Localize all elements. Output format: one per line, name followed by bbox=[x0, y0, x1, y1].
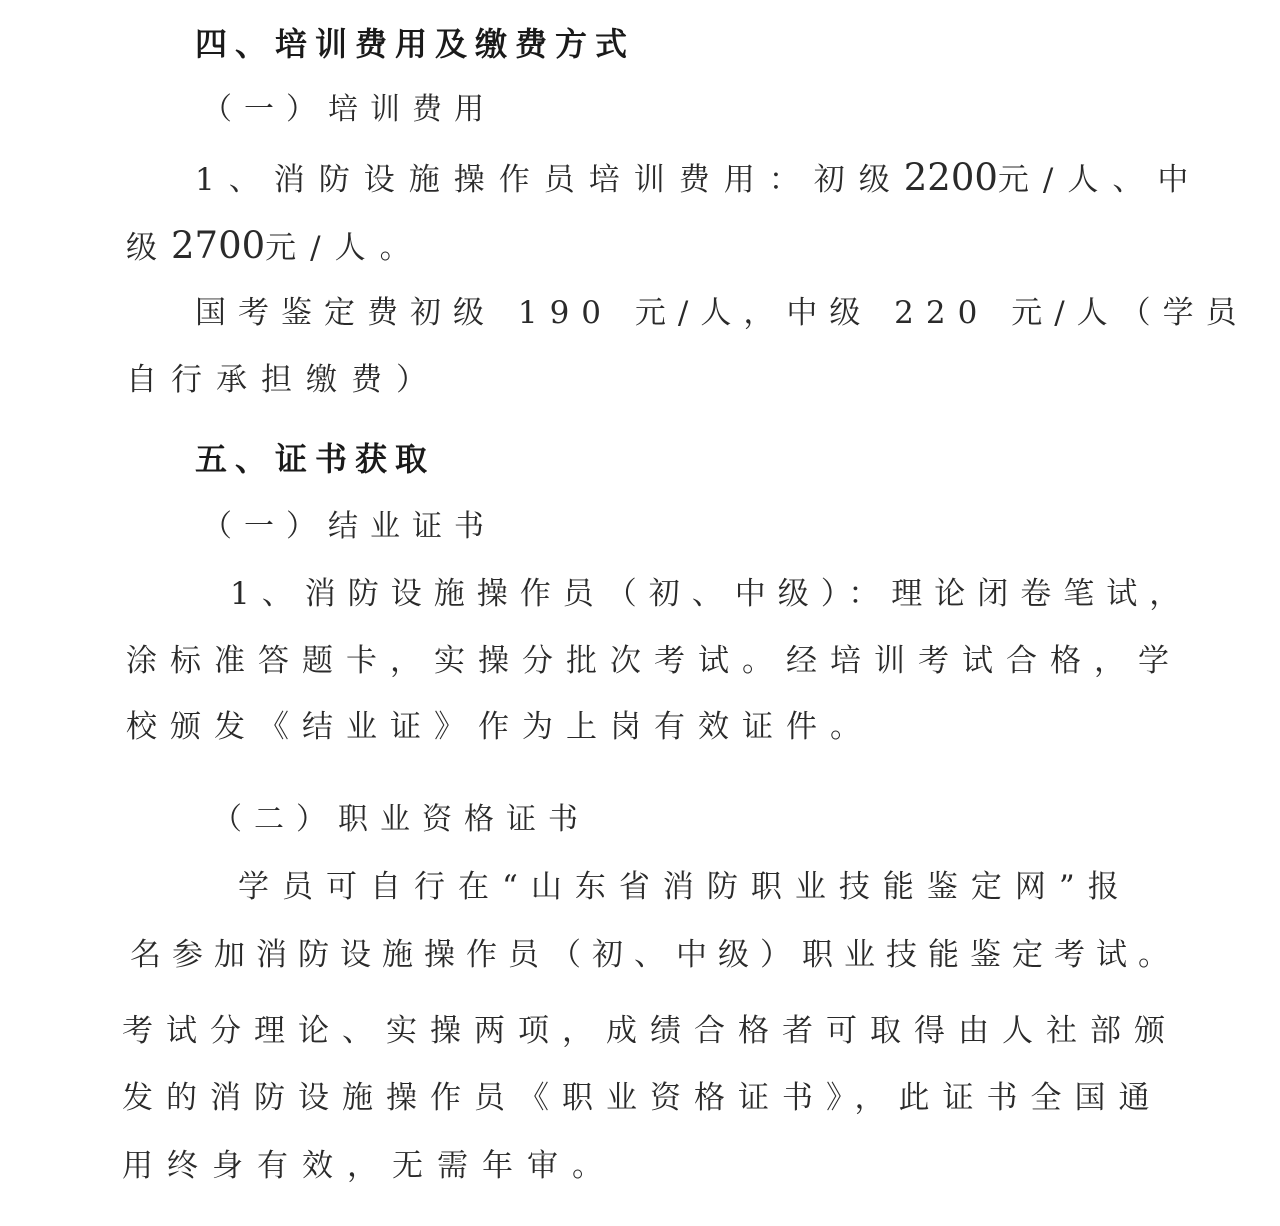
section-5-subheading-completion-certificate: （一）结业证书 bbox=[202, 509, 496, 544]
completion-paragraph-line-1: 1、消防设施操作员（初、中级）：理论闭卷笔试， bbox=[230, 576, 1193, 612]
qualification-paragraph-line-2: 名参加消防设施操作员（初、中级）职业技能鉴定考试。 bbox=[130, 937, 1180, 973]
qualification-paragraph-line-1: 学员可自行在“山东省消防职业技能鉴定网”报 bbox=[238, 869, 1132, 905]
fee-primary-price: 2200 bbox=[903, 156, 998, 199]
fee-text-end: 元/人。 bbox=[265, 230, 425, 266]
fee-paragraph-line-2 bbox=[126, 226, 425, 268]
fee-intermediate-price: 2700 bbox=[171, 224, 266, 267]
qualification-paragraph-line-3: 考试分理论、实操两项，成绩合格者可取得由人社部颁 bbox=[122, 1013, 1178, 1049]
qualification-paragraph-line-4: 发的消防设施操作员《职业资格证书》，此证书全国通 bbox=[122, 1080, 1163, 1116]
fee-paragraph-line-1 bbox=[195, 158, 1202, 200]
qualification-paragraph-line-5: 用终身有效，无需年审。 bbox=[122, 1148, 617, 1184]
section-4-heading: 四、培训费用及缴费方式 bbox=[195, 25, 636, 63]
exam-fee-line-1: 国考鉴定费初级 190 元/人，中级 220 元/人（学员 bbox=[195, 295, 1249, 331]
fee-text-prefix: 1、消防设施操作员培训费用：初级 bbox=[195, 162, 904, 198]
section-5-heading: 五、证书获取 bbox=[195, 440, 436, 478]
completion-paragraph-line-2: 涂标准答题卡，实操分批次考试。经培训考试合格，学 bbox=[126, 643, 1182, 679]
exam-fee-line-2: 自行承担缴费） bbox=[126, 362, 441, 398]
section-5-subheading-qualification-certificate: （二）职业资格证书 bbox=[212, 802, 590, 837]
fee-level-word: 级 bbox=[126, 230, 171, 266]
section-4-subheading-training-fees: （一）培训费用 bbox=[202, 92, 496, 127]
fee-text-suffix: 元/人、中 bbox=[997, 162, 1203, 198]
completion-paragraph-line-3: 校颁发《结业证》作为上岗有效证件。 bbox=[126, 709, 874, 745]
